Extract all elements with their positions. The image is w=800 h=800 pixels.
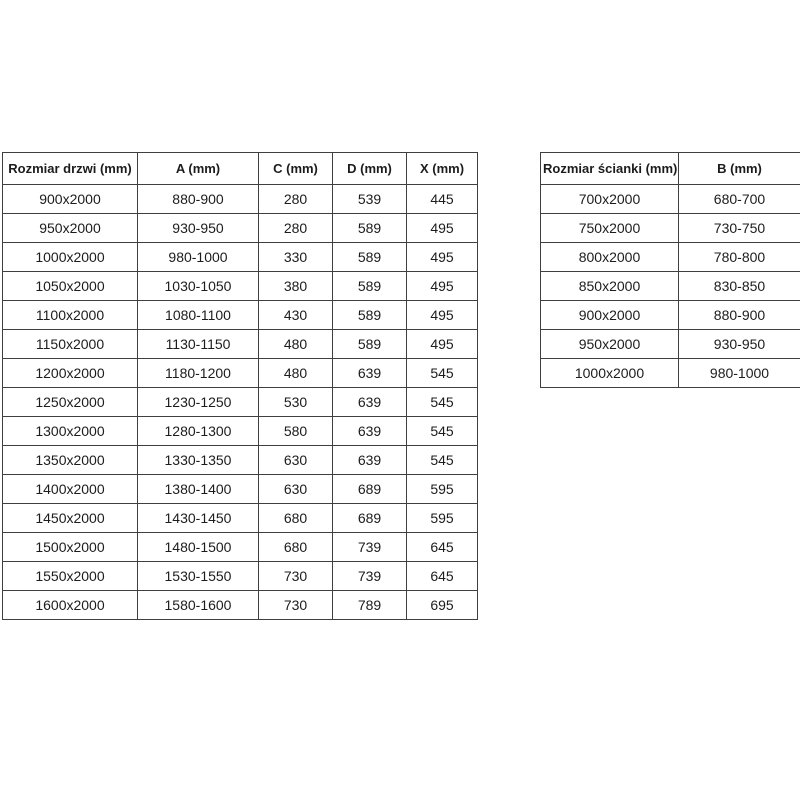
table-cell: 950x2000 bbox=[3, 214, 138, 243]
column-header: Rozmiar drzwi (mm) bbox=[3, 153, 138, 185]
table-cell: 1130-1150 bbox=[138, 330, 259, 359]
table-cell: 495 bbox=[407, 243, 478, 272]
table-row bbox=[3, 243, 478, 272]
table-cell: 630 bbox=[259, 446, 333, 475]
table-cell: 330 bbox=[259, 243, 333, 272]
wall-sizes-table-body bbox=[541, 185, 800, 388]
table-cell: 595 bbox=[407, 475, 478, 504]
table-cell: 930-950 bbox=[138, 214, 259, 243]
table-cell: 700x2000 bbox=[541, 185, 679, 214]
table-cell: 1180-1200 bbox=[138, 359, 259, 388]
column-header: C (mm) bbox=[259, 153, 333, 185]
table-row bbox=[3, 417, 478, 446]
table-row bbox=[3, 359, 478, 388]
table-cell: 739 bbox=[333, 533, 407, 562]
table-cell: 830-850 bbox=[679, 272, 800, 301]
table-cell: 730 bbox=[259, 591, 333, 620]
table-row bbox=[541, 301, 800, 330]
table-row bbox=[3, 272, 478, 301]
table-cell: 639 bbox=[333, 359, 407, 388]
table-cell: 950x2000 bbox=[541, 330, 679, 359]
table-cell: 495 bbox=[407, 214, 478, 243]
table-cell: 645 bbox=[407, 562, 478, 591]
table-cell: 545 bbox=[407, 417, 478, 446]
table-cell: 1450x2000 bbox=[3, 504, 138, 533]
table-cell: 730-750 bbox=[679, 214, 800, 243]
table-cell: 695 bbox=[407, 591, 478, 620]
table-cell: 545 bbox=[407, 388, 478, 417]
table-cell: 639 bbox=[333, 446, 407, 475]
table-row bbox=[541, 185, 800, 214]
table-cell: 1280-1300 bbox=[138, 417, 259, 446]
table-row bbox=[3, 591, 478, 620]
table-cell: 1550x2000 bbox=[3, 562, 138, 591]
table-cell: 1330-1350 bbox=[138, 446, 259, 475]
table-cell: 680 bbox=[259, 533, 333, 562]
table-cell: 430 bbox=[259, 301, 333, 330]
table-row bbox=[3, 475, 478, 504]
table-cell: 639 bbox=[333, 417, 407, 446]
table-cell: 445 bbox=[407, 185, 478, 214]
table-row bbox=[541, 330, 800, 359]
table-cell: 589 bbox=[333, 214, 407, 243]
door-sizes-table-body bbox=[3, 185, 478, 620]
table-cell: 1150x2000 bbox=[3, 330, 138, 359]
table-cell: 1300x2000 bbox=[3, 417, 138, 446]
wall-sizes-table-head bbox=[541, 153, 800, 185]
table-row bbox=[3, 562, 478, 591]
table-cell: 1400x2000 bbox=[3, 475, 138, 504]
table-cell: 900x2000 bbox=[541, 301, 679, 330]
door-sizes-table bbox=[2, 152, 478, 620]
table-cell: 495 bbox=[407, 330, 478, 359]
table-cell: 680-700 bbox=[679, 185, 800, 214]
table-cell: 880-900 bbox=[679, 301, 800, 330]
table-row bbox=[541, 243, 800, 272]
table-cell: 850x2000 bbox=[541, 272, 679, 301]
table-cell: 1000x2000 bbox=[541, 359, 679, 388]
table-cell: 750x2000 bbox=[541, 214, 679, 243]
column-header: Rozmiar ścianki (mm) bbox=[541, 153, 679, 185]
table-cell: 1230-1250 bbox=[138, 388, 259, 417]
table-cell: 480 bbox=[259, 330, 333, 359]
table-row bbox=[3, 185, 478, 214]
table-cell: 495 bbox=[407, 301, 478, 330]
table-row bbox=[3, 504, 478, 533]
table-cell: 545 bbox=[407, 446, 478, 475]
table-cell: 880-900 bbox=[138, 185, 259, 214]
table-cell: 730 bbox=[259, 562, 333, 591]
column-header: A (mm) bbox=[138, 153, 259, 185]
column-header: X (mm) bbox=[407, 153, 478, 185]
table-row bbox=[541, 272, 800, 301]
table-cell: 1200x2000 bbox=[3, 359, 138, 388]
table-cell: 1480-1500 bbox=[138, 533, 259, 562]
table-cell: 589 bbox=[333, 243, 407, 272]
table-row bbox=[541, 359, 800, 388]
table-cell: 900x2000 bbox=[3, 185, 138, 214]
table-row bbox=[3, 533, 478, 562]
table-cell: 539 bbox=[333, 185, 407, 214]
table-cell: 480 bbox=[259, 359, 333, 388]
table-cell: 680 bbox=[259, 504, 333, 533]
table-cell: 1100x2000 bbox=[3, 301, 138, 330]
table-cell: 800x2000 bbox=[541, 243, 679, 272]
table-cell: 739 bbox=[333, 562, 407, 591]
table-cell: 530 bbox=[259, 388, 333, 417]
table-row bbox=[3, 330, 478, 359]
table-cell: 630 bbox=[259, 475, 333, 504]
table-cell: 639 bbox=[333, 388, 407, 417]
table-cell: 1080-1100 bbox=[138, 301, 259, 330]
table-cell: 1580-1600 bbox=[138, 591, 259, 620]
table-cell: 780-800 bbox=[679, 243, 800, 272]
wall-sizes-table bbox=[540, 152, 800, 388]
door-sizes-table-head bbox=[3, 153, 478, 185]
table-cell: 595 bbox=[407, 504, 478, 533]
table-cell: 689 bbox=[333, 504, 407, 533]
table-cell: 545 bbox=[407, 359, 478, 388]
column-header: D (mm) bbox=[333, 153, 407, 185]
table-cell: 589 bbox=[333, 330, 407, 359]
table-row bbox=[3, 301, 478, 330]
table-cell: 280 bbox=[259, 185, 333, 214]
table-cell: 645 bbox=[407, 533, 478, 562]
table-cell: 380 bbox=[259, 272, 333, 301]
table-cell: 1380-1400 bbox=[138, 475, 259, 504]
table-cell: 280 bbox=[259, 214, 333, 243]
table-cell: 1030-1050 bbox=[138, 272, 259, 301]
table-cell: 1430-1450 bbox=[138, 504, 259, 533]
table-cell: 589 bbox=[333, 301, 407, 330]
table-cell: 980-1000 bbox=[138, 243, 259, 272]
table-cell: 1600x2000 bbox=[3, 591, 138, 620]
table-cell: 1050x2000 bbox=[3, 272, 138, 301]
table-cell: 1530-1550 bbox=[138, 562, 259, 591]
table-cell: 1250x2000 bbox=[3, 388, 138, 417]
table-row bbox=[3, 214, 478, 243]
table-row bbox=[3, 388, 478, 417]
table-cell: 980-1000 bbox=[679, 359, 800, 388]
table-cell: 495 bbox=[407, 272, 478, 301]
table-row bbox=[541, 214, 800, 243]
header-row bbox=[3, 153, 478, 185]
table-cell: 580 bbox=[259, 417, 333, 446]
table-cell: 1350x2000 bbox=[3, 446, 138, 475]
table-cell: 789 bbox=[333, 591, 407, 620]
table-cell: 1000x2000 bbox=[3, 243, 138, 272]
table-cell: 589 bbox=[333, 272, 407, 301]
header-row bbox=[541, 153, 800, 185]
table-cell: 930-950 bbox=[679, 330, 800, 359]
table-cell: 689 bbox=[333, 475, 407, 504]
table-cell: 1500x2000 bbox=[3, 533, 138, 562]
table-row bbox=[3, 446, 478, 475]
column-header: B (mm) bbox=[679, 153, 800, 185]
